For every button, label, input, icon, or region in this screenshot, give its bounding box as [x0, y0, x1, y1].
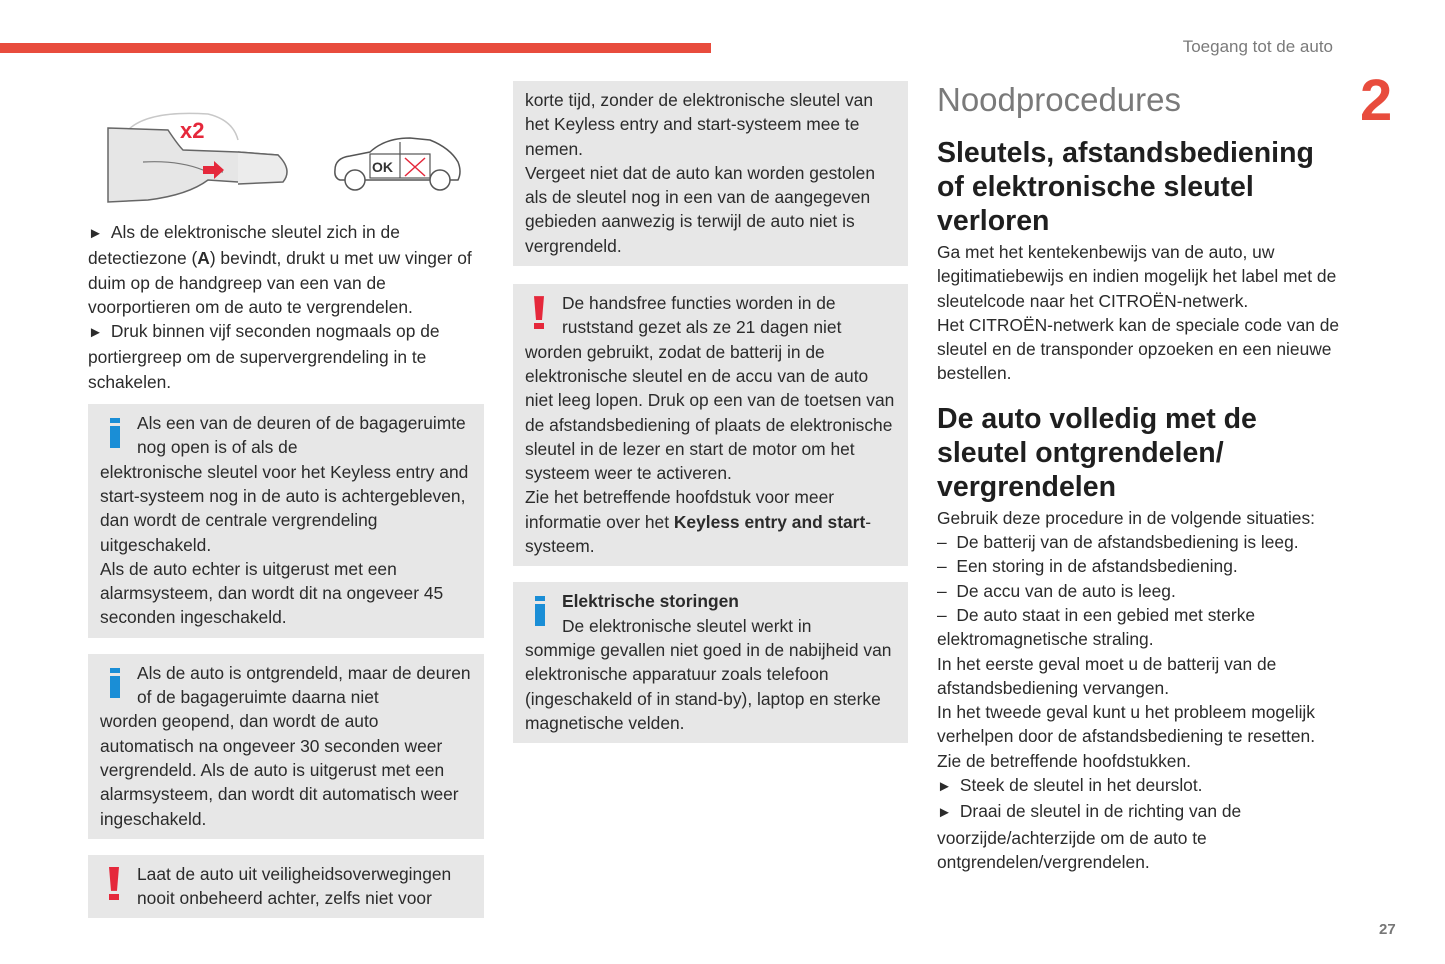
page-number: 27 — [1379, 921, 1396, 938]
column-left — [88, 100, 484, 918]
section-title: Noodprocedures — [937, 81, 1181, 118]
info-icon — [110, 418, 120, 448]
info-icon — [110, 668, 120, 698]
chapter-number: 2 — [1360, 68, 1393, 133]
car-illustration — [330, 130, 465, 195]
info-box-title: Elektrische storingen — [562, 591, 739, 612]
info-box-central-locking: Als een van de deuren of de bagageruimte nog open is of als de elektronische sleutel voor het Keyless entry and start-systeem nog in de auto is achtergebleven, dan wordt de centrale vergrendeling uitgeschakeld. Als de auto echter is uitgerust met een alarmsysteem, dan wordt dit na ongeveer 45 seconden ingeschakeld. — [88, 404, 484, 638]
triangle-bullet-icon: ► — [88, 324, 103, 342]
svg-text:x2: x2 — [180, 118, 205, 143]
svg-text:OK: OK — [372, 159, 393, 175]
bullet-step: ► Steek de sleutel in het deurslot. — [937, 775, 1203, 796]
dash-item: – Een storing in de afstandsbediening. — [937, 556, 1238, 577]
column-right: Noodprocedures Sleutels, afstandsbediening of elektronische sleutel verloren Ga met het kentekenbewijs van de auto, uw legitimatiebewijs en indien mogelijk het label met de sleutelcode naar het CITROËN-netwerk. Het CITROËN-netwerk kan de speciale code van de sleutel en de transponder opzoeken en een nieuwe bestellen. De auto volledig met de sleutel ontgrendelen/ vergrendelen Gebruik deze procedure in de volgende situaties: – De batterij van de afstandsbediening is leeg. – Een storing in de afstandsbediening. – De accu van de auto is leeg. – De auto staat in een gebied met sterke elektromagnetische straling. In het eerste geval moet u de batterij van de afstandsbediening vervangen. In het tweede geval kunt u het probleem mogelijk verhelpen door de afstandsbediening te resetten. Zie de betreffende hoofdstukken. ► Steek de sleutel in het deurslot. ► Draai de sleutel in de richting van de voorzijde/achterzijde om de auto te ontgrendelen/vergrendelen. — [937, 80, 1342, 874]
dash-item: – De auto staat in een gebied met sterke elektromagnetische straling. — [937, 604, 1256, 650]
triangle-bullet-icon: ► — [88, 225, 103, 242]
dash-item: – De accu van de auto is leeg. — [937, 580, 1176, 601]
column-middle — [513, 81, 908, 743]
warning-icon — [533, 296, 545, 330]
info-icon — [535, 596, 545, 626]
header-accent-bar — [0, 43, 711, 53]
heading-keys-lost: Sleutels, afstandsbediening of elektronische sleutel verloren — [937, 137, 1314, 237]
warning-icon — [108, 867, 120, 901]
triangle-bullet-icon: ► — [937, 804, 952, 822]
bullet-step: ► Draai de sleutel in de richting van de voorzijde/achterzijde om de auto te ontgrendelen/vergrendelen. — [937, 801, 1242, 872]
heading-manual-unlock: De auto volledig met de sleutel ontgrendelen/ vergrendelen — [937, 402, 1257, 503]
bullet-step-1: ► Als de elektronische sleutel zich in de detectiezone (A) bevindt, drukt u met uw vinger of duim op de handgreep van een van de voorportieren om de auto te vergrendelen. — [88, 222, 472, 317]
dash-item: – De batterij van de afstandsbediening is leeg. — [937, 532, 1299, 553]
triangle-bullet-icon: ► — [937, 778, 952, 796]
warning-box-unattended: Laat de auto uit veiligheidsoverwegingen nooit onbeheerd achter, zelfs niet voor — [88, 855, 484, 919]
bullet-step-2: ► Druk binnen vijf seconden nogmaals op de portiergreep om de supervergrendeling in te schakelen. — [88, 321, 440, 392]
warning-box-continued: korte tijd, zonder de elektronische sleutel van het Keyless entry and start-systeem mee te nemen. Vergeet niet dat de auto kan worden gestolen als de sleutel nog in een van de aangegeven gebieden aanwezig is terwijl de auto niet is vergrendeld. — [513, 81, 908, 266]
running-head: Toegang tot de auto — [1182, 37, 1333, 56]
info-box-auto-relock: Als de auto is ontgrendeld, maar de deuren of de bagageruimte daarna niet worden geopend, dan wordt de auto automatisch na ongeveer 30 seconden weer vergrendeld. Als de auto is uitgerust met een alarmsysteem, dan wordt dit automatisch weer ingeschakeld. — [88, 654, 484, 839]
info-box-electrical-interference: Elektrische storingen De elektronische sleutel werkt in sommige gevallen niet goed in de nabijheid van elektronische apparatuur zoals telefoon (ingeschakeld of in stand-by), laptop en sterke magnetische velden. — [513, 582, 908, 743]
warning-box-handsfree: De handsfree functies worden in de ruststand gezet als ze 21 dagen niet worden gebruikt, zodat de batterij in de elektronische sleutel en de accu van de auto niet leeg lopen. Druk op een van de toetsen van de afstandsbediening of plaats de elektronische sleutel in de lezer en start de motor om het systeem weer te activeren. Zie het betreffende hoofdstuk voor meer informatie over het Keyless entry and start-systeem. — [513, 284, 908, 566]
